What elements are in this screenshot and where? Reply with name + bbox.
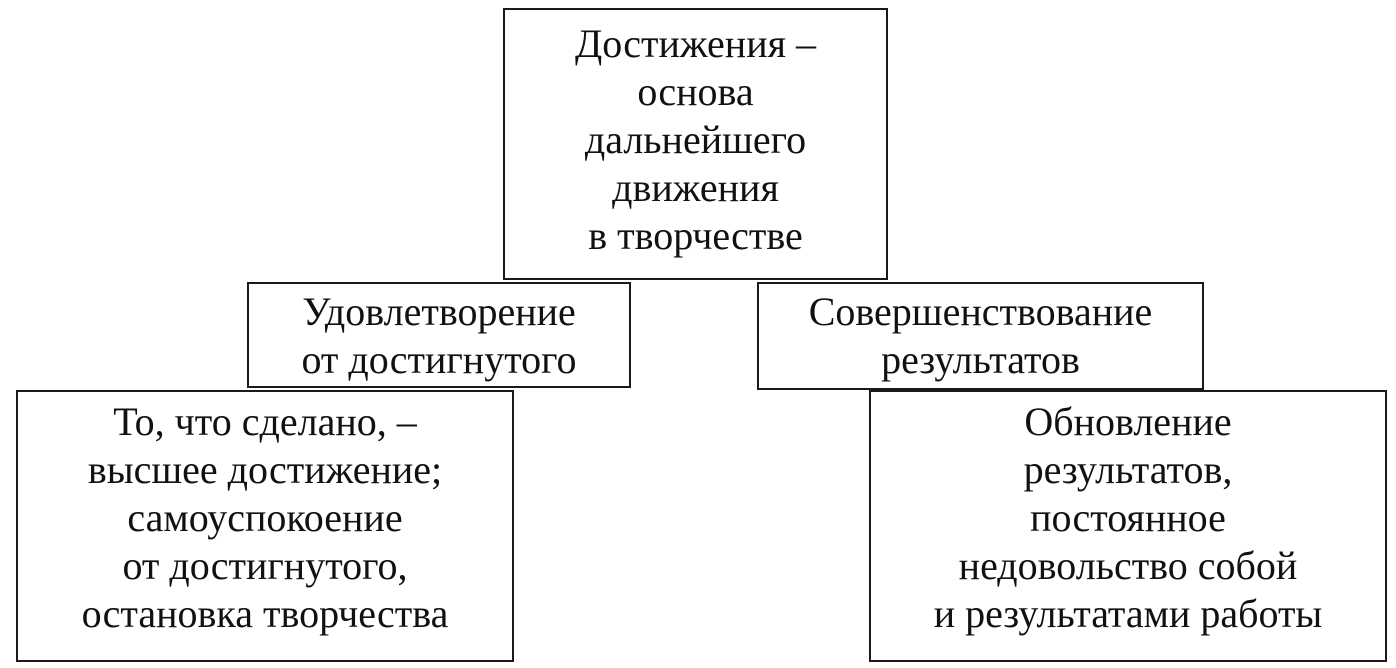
right-bottom-box-renewal <box>869 390 1387 662</box>
box-text-line: основа <box>637 69 754 114</box>
box-text-line: дальнейшего <box>584 117 807 162</box>
right-mid-box-improvement <box>757 282 1204 390</box>
box-text-line: от достигнутого, <box>122 543 408 588</box>
box-text-line: остановка творчества <box>81 591 449 636</box>
box-text-line: Достижения – <box>575 21 816 66</box>
box-text-line: Совершенствование <box>808 289 1153 334</box>
box-text-line: результатов <box>881 337 1080 382</box>
box-text-line: постоянное <box>1030 495 1226 540</box>
box-text-line: в творчестве <box>588 213 803 258</box>
left-bottom-box-complacency <box>16 390 514 662</box>
box-text-line: от достигнутого <box>301 337 577 382</box>
box-text-line: и результатами работы <box>933 591 1323 636</box>
box-text-line: высшее достижение; <box>87 447 443 492</box>
box-text-line: То, что сделано, – <box>113 399 417 444</box>
box-text-line: Обновление <box>1024 399 1232 444</box>
box-text-line: результатов, <box>1023 447 1233 492</box>
box-text-line: самоуспокоение <box>127 495 403 540</box>
box-text-line: Удовлетворение <box>302 289 576 334</box>
top-box-achievements <box>503 8 888 280</box>
left-mid-box-satisfaction <box>247 282 631 388</box>
box-text-line: недовольство собой <box>958 543 1298 588</box>
box-text-line: движения <box>612 165 779 210</box>
